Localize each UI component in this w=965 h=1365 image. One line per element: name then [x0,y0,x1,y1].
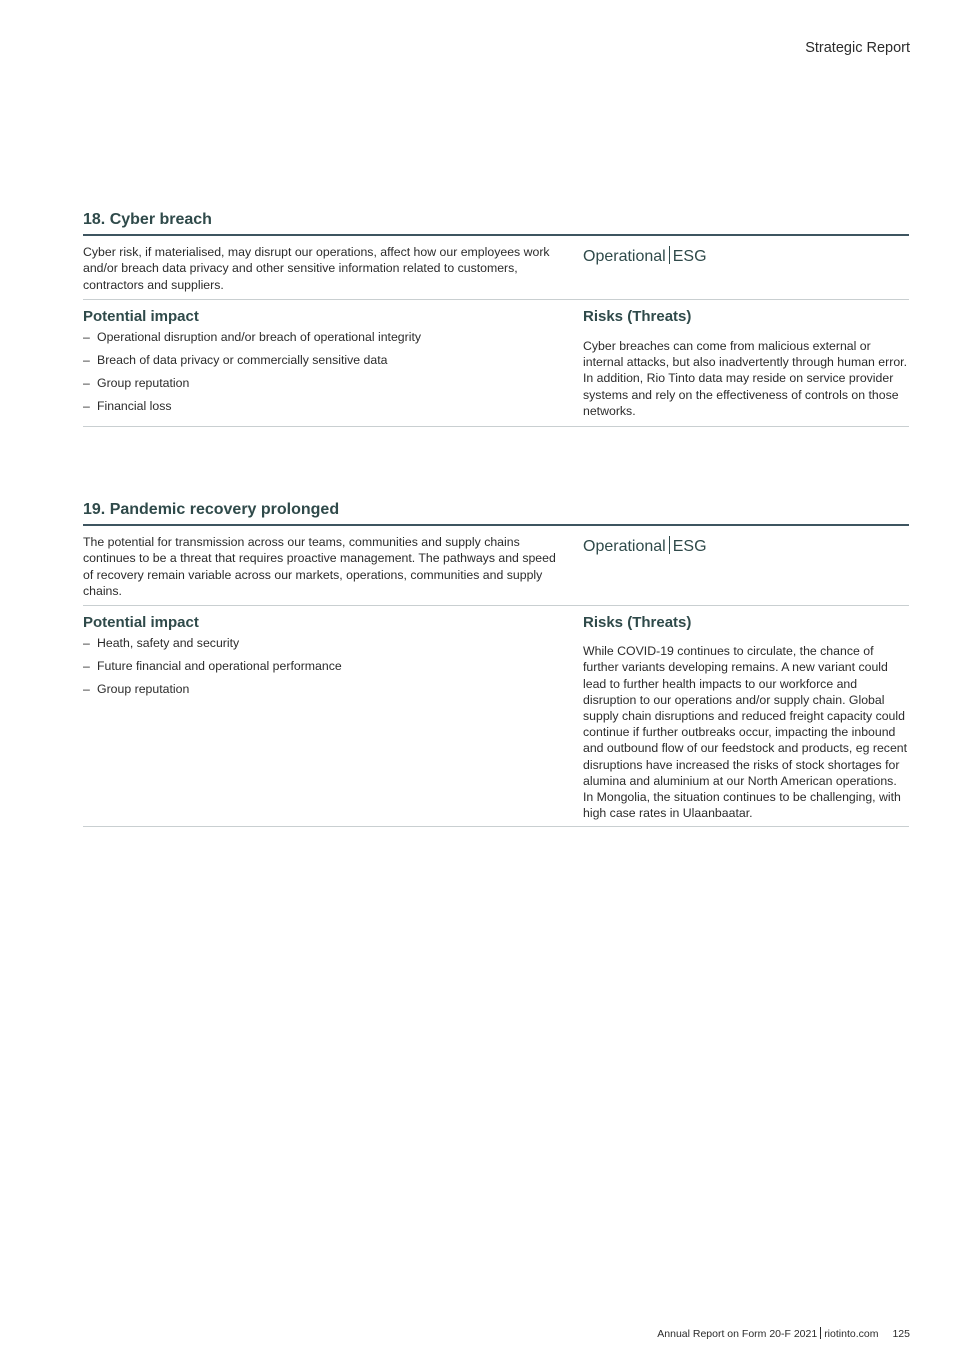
section-summary-row [83,236,909,300]
list-item: – Group reputation [83,375,190,390]
impact-list [83,635,563,697]
category-operational: Operational [583,538,666,555]
footer-separator [820,1327,821,1339]
potential-impact-heading: Potential impact [83,307,199,325]
risks-heading: Risks (Threats) [583,614,692,632]
risk-section-cyber-breach [83,211,909,427]
section-detail-row [83,300,909,427]
section-title: 18. Cyber breach [83,211,909,236]
list-item: – Breach of data privacy or commercially sensitive data [83,352,388,367]
page-header-title: Strategic Report [805,40,910,56]
list-item: – Financial loss [83,398,172,413]
list-item: – Future financial and operational performance [83,659,342,674]
risk-category [583,246,909,266]
risks-heading: Risks (Threats) [583,307,692,325]
risks-text: While COVID-19 continues to circulate, the chance of further variants developing remains. A new variant could lead to further health impacts to our workforce and disruption to our operations and/or supply chain. Global supply chain disruptions and reduced freight capacity could continue if further outbreaks occur, impacting the inbound and outbound flow of our feedstock and products, eg recent disruptions have increased the risks of stock shortages for alumina and aluminium at our North American operations. In Mongolia, the situation continues to be challenging, with high case rates in Ulaanbaatar. [583,644,908,821]
category-esg: ESG [672,248,707,265]
section-detail-row [83,606,909,827]
risk-category [583,536,909,556]
category-operational: Operational [583,248,666,265]
risks-text: Cyber breaches can come from malicious external or internal attacks, but also inadvertently through human error. In addition, Rio Tinto data may reside on service provider systems and rely on the effectiveness of controls on those networks. [583,338,908,418]
list-item: – Group reputation [83,682,190,697]
section-description: The potential for transmission across our teams, communities and supply chains continues to be a threat that requires proactive management. The pathways and speed of recovery remain variable across our markets, operations, communities and supply chains. [83,535,556,598]
section-summary-row [83,526,909,606]
page-footer [657,1327,910,1340]
risk-section-pandemic [83,501,909,827]
category-esg: ESG [672,538,707,555]
footer-report-title: Annual Report on Form 20-F 2021 [657,1328,818,1340]
list-item: – Operational disruption and/or breach of operational integrity [83,329,422,344]
page-number: 125 [892,1328,910,1340]
list-item: – Heath, safety and security [83,636,240,651]
category-separator [669,246,670,264]
potential-impact-heading: Potential impact [83,614,199,632]
footer-website-link[interactable]: riotinto.com [824,1328,879,1340]
impact-list [83,329,563,414]
section-description: Cyber risk, if materialised, may disrupt our operations, affect how our employees work and/or breach data privacy and other sensitive information related to customers, contractors and suppliers. [83,245,550,292]
section-title: 19. Pandemic recovery prolonged [83,501,909,526]
category-separator [669,536,670,554]
